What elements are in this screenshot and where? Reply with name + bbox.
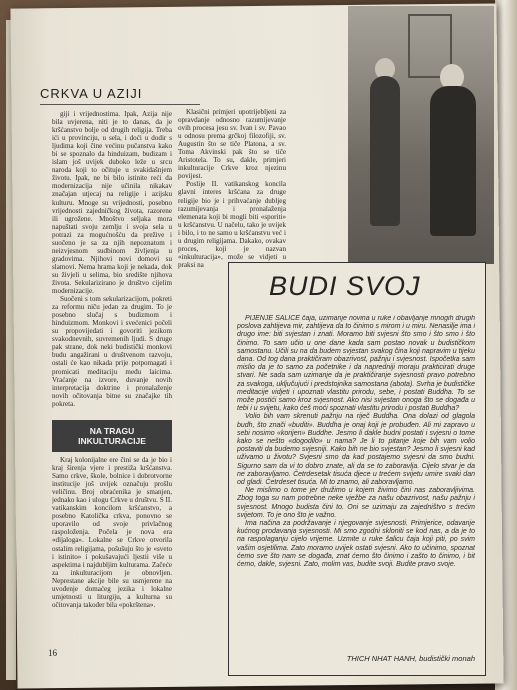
paragraph: Volio bih vam skrenuti pažnju na riječ Buddha. Ona dolazi od glagola budh, što znači «buditi». Buddha je onaj koji je probuđen. Ali mi zapravo u sebi nosimo «korijen» Buddhe. Jesmo li dakle budni postati i svjesni o tome kako se nešto «dogodilo» u nama? Je li to pitanje koje bih vam volio postaviti da budemo svjesniji. Kako bih ne bio svjestan? Jesmo li svjesni kad uživamo u životu? Svjesni smo da kad postajemo svjesni da smo budni. Sigurno sam da vi to dobro znate, ali da se to zaboravlja. Cijelo stvar je da ne zaboravljamo. Četrdesetak tisuća djece u trećem svijetu umire svaki dan od gladi. Četrdeset tisuća. Mi to znamo, ali zaboravljamo.	[237, 413, 475, 487]
article-column-1-bottom	[52, 456, 172, 654]
sidebar-title: BUDI SVOJ	[269, 271, 421, 301]
photo-person-body	[430, 86, 476, 236]
subheading-line-1: NA TRAGU	[89, 426, 135, 436]
paragraph: giji i vrijednostima. Ipak, Azija nije bila uvjerena, niti je to danas, da je kršćanstvo bolje od drugih religija. Treba ići u provinciju, u sela, i doći u dodir s ljudima koji čine većinu pučanstva kako bi se spoznalo da hinduizam, budizam i islam još uvijek duboko leže u srcu naroda koji to očituje u svakidašnjem životu. Ipak, ne bi bilo istinite reći da modernizacija nije učinila nikakav značajan utjecaj na religije i azijsku kulturu. Mnoge su vrijednosti, posebno vrijednosti zajedničkog života, razorene ili ugrožene. Mnoštvo seljaka mora napuštati svoju zemlju i svoja sela u potrazi za mogućnošću da prežive i suočeno je sa za njih nepoznatom i neizvjesnom sudbinom življenja u gradovima. Njihovi novi domovi su slamovi. Nema hrama koji je nekada, dok su živjeli u selima, bio središte njihova života. Sekularizirano je društvo cijelim modernizacije.	[52, 110, 172, 296]
photo-person-body	[370, 76, 400, 226]
paragraph: Ima načina za podržavanje i njegovanje svjesnosti. Primjerice, odavanje kućnog prodavanja svjesnosti. Mi smo zgodni skloniti se kod nas, a da je to na raspolaganju cijelo vrijeme. Uzmite u ruke šalicu čaja koji piti, po svim vašim osjetilima. Zato moramo uvijek ostati svjesni. Ako to učinimo, spoznat ćemo sve što nam se događa, znat ćemo što činimo i zašto to činimo, i bit ćemo, dakle, svjesni. Zato, molim vas, budite svoji. Budite pravo svoje.	[237, 520, 475, 569]
sidebar-text	[237, 315, 475, 650]
photograph	[348, 6, 494, 264]
paragraph: Ne mislimo o tome jer družimo u kojem živimo čini nas zaboravljivima. Zbog toga su nam potrebne neke vježbe za našu obazrivost, našu pažnju i svjesnost. Mnogo budista čini to. Oni se uzimaju za zajedništvo s trećim svijetom. To je ono što je važno.	[237, 487, 475, 519]
paragraph: Klasični primjeri upotrijebljeni za opravdanje odnosno razumijevanje ovih procesa jesu sv. Ivan i sv. Pavao u odnosu prema grčkoj filozofiji, sv. Augustin što se tiče Platona, a sv. Toma Akvinski pak što se tiče Aristotela. To su, dakle, primjeri inkulturacije Crkve kroz njezinu povijest.	[178, 108, 286, 181]
page-number: 16	[48, 648, 57, 658]
paragraph: Kraj kolonijalne ere čini se da je bio i kraj širenja vjere i prestiža kršćanstva. Samo crkve, škole, bolnice i dobrotvorne institucije još uvijek označuju prošlu veličinu. Broj obraćenika je smanjen, jednako kao i ulogu Crkve u društvu. S II. vatikanskim koncilom kršćanstvo, a posebno Katolička crkva, ponovno se uporavilo od svoje privlačnog raspoloženja. Počela je nova era «dijaloga». Lokalne se Crkve otvorila ostalim religijama, pošušuju što je «sveto i istinito» i pokušavajući ljestii više u aspektima i najdubljim kulturama. Začeće za inkulturacijom je obnovljen. Neprestane akcije bile su usmjerene na uvođenje domaćeg jezika i lokalne umjetnosti u liturgiju, a kulturna su očitovanja također bila «pokrštena».	[52, 456, 172, 609]
article-column-1-top	[52, 110, 172, 418]
section-header: CRKVA U AZIJI	[40, 86, 143, 101]
subheading-line-2: INKULTURACIJE	[78, 436, 146, 446]
paragraph: Suočeni s tom sekularizacijom, pokreti za reformu niču jedan za drugim. To je posebno slučaj s budizmom i hinduizmom. Monkovi i svećenici počeli su propovijedati i govoriti jezikom svakodnevnih, suvremenih ljudi. S druge pak strane, dok neki budistički monkovi budu angažirani u društvenom razvoju, ostali će kao nikada prije potpomagati i promicati meditaciju među laicima. Vraćanje na izvore, duvanje novih interpretacija doktrine i pronalaženje novih očitovanja bitne su značajke tih pokreta.	[52, 295, 172, 408]
author-signature: THICH NHAT HANH, budistički monah	[346, 654, 475, 663]
header-rule	[40, 104, 200, 105]
paragraph: PIJENJE ŠALICE čaja, uzimanje novina u ruke i obavljanje mnogih drugih poslova zahtijeva mir, zahtijeva da to činimo s mirom i u miru. Nenasilje ima i drugo ime: biti svjestan i znati. Moramo biti svjesni što smo i što smo i što činimo. To sam učio u one dane kada sam postao novak u budističkom samostanu. Učili su na da budem svjestan svakog čina koji napravim u tijeku dana. Od tog dana praktičiram obazrivost, pažnju i svjesnost. Ispočetka sam mislio da je to samo za početnike i da napredniji moraju prakticirati druge stvari. Ne sada sam uzimanje da je praktičiranje svjesnosti pravo potrebno za svakoga, uključujući i predstojnika samostana (abota). Svrha je budističke meditacije vidjeti i upoznati vlastitu prirodu, sebe, i postati Buddha. To se može postići samo kroz svjesnost. Ako nisi svjestan onoga što se događa u tebi i u svijetu, kako ćeš moći spoznati vlastitu prirodu i postati Buddha?	[237, 315, 475, 413]
subheading-box	[52, 420, 172, 452]
sidebar-box	[228, 262, 486, 676]
paragraph: Poslije II. vatikanskog koncila glavni interes kršćana za druge religije bio je i prihvaćanje dubljeg razumijevanja i pronalaženja elemenata koji bi mogli biti «sporiti» u kršćanstvu. U načelu, tako je uvijek i bilo, i to ne samo u kršćanstvu već i u drugim religijama. Dakako, ovakav proces, koji je nazvan «inkulturacija», može se vidjeti u praksi na	[178, 180, 286, 269]
